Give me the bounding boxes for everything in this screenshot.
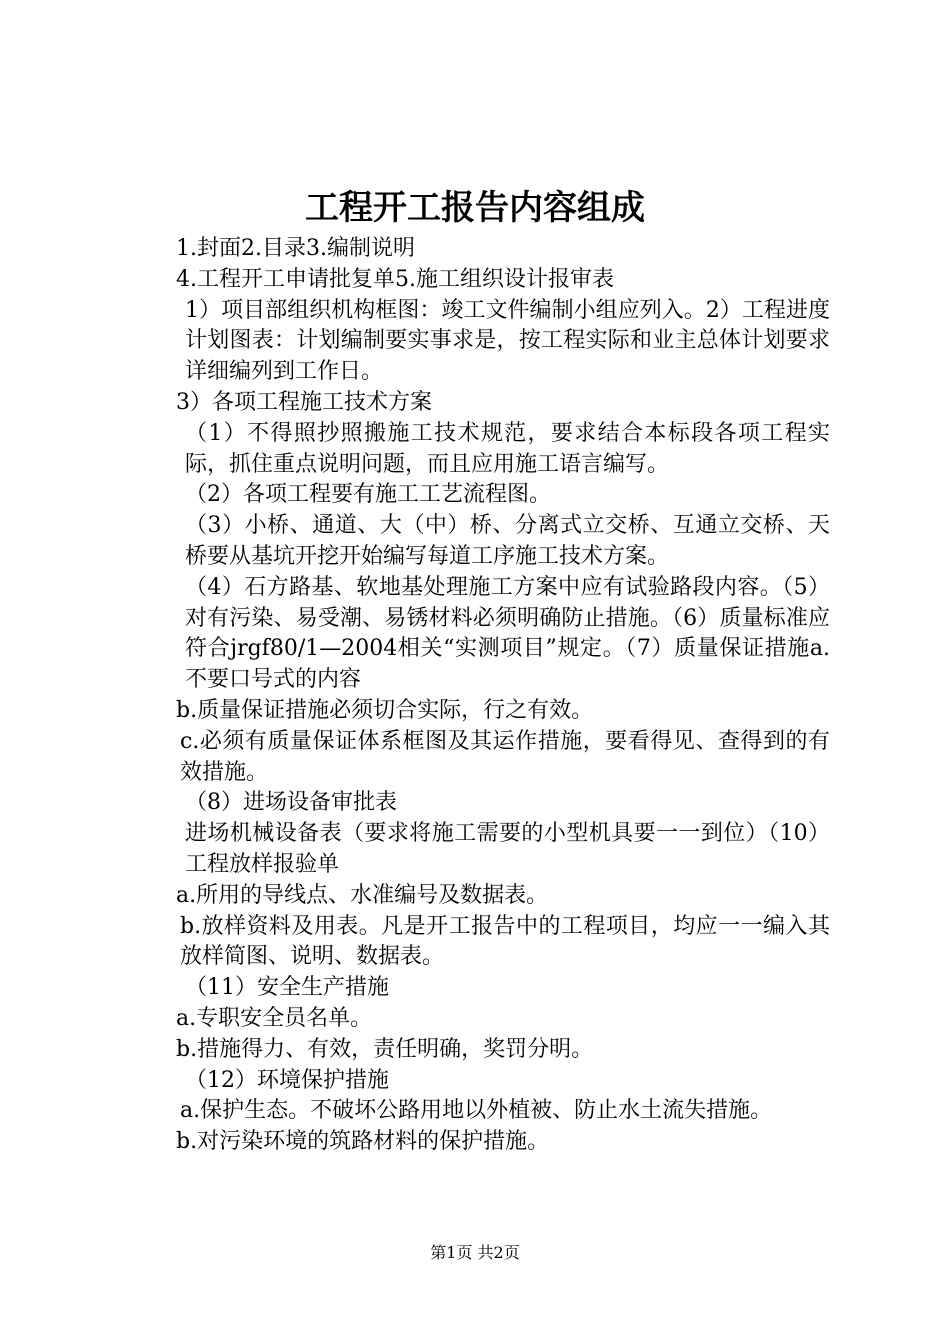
paragraph: （12）环境保护措施 (185, 1067, 389, 1093)
paragraph: b.质量保证措施必须切合实际，行之有效。 (176, 697, 594, 723)
paragraph: 1.封面2.目录3.编制说明 (176, 236, 415, 261)
paragraph: 4.工程开工申请批复单5.施工组织设计报审表 (176, 266, 614, 292)
paragraph: a.专职安全员名单。 (176, 1005, 373, 1031)
document-title: 工程开工报告内容组成 (305, 188, 645, 228)
paragraph: （2）各项工程要有施工工艺流程图。 (185, 482, 551, 508)
paragraph: b.对污染环境的筑路材料的保护措施。 (176, 1129, 550, 1155)
paragraph: b.放样资料及用表。凡是开工报告中的工程项目，均应一一编入其放样简图、说明、数据表。 (180, 913, 830, 970)
paragraph: （11）安全生产措施 (185, 975, 389, 1001)
paragraph: 1）项目部组织机构框图：竣工文件编制小组应列入。2）工程进度计划图表：计划编制要实事求是，按工程实际和业主总体计划要求详细编列到工作日。 (185, 297, 830, 385)
paragraph: b.措施得力、有效，责任明确，奖罚分明。 (176, 1036, 594, 1062)
page-footer: 第1页 共2页 (430, 1243, 520, 1262)
paragraph: 进场机械设备表（要求将施工需要的小型机具要一一到位）（10）工程放样报验单 (185, 821, 830, 877)
paragraph: （1）不得照抄照搬施工技术规范，要求结合本标段各项工程实际，抓住重点说明问题，而且应用施工语言编写。 (185, 420, 830, 477)
document-body (130, 234, 830, 1158)
paragraph: （8）进场设备审批表 (185, 790, 397, 816)
paragraph: a.保护生态。不破坏公路用地以外植被、防止水土流失措施。 (180, 1098, 773, 1124)
paragraph: （3）小桥、通道、大（中）桥、分离式立交桥、互通立交桥、天桥要从基坑开挖开始编写每道工序施工技术方案。 (185, 513, 830, 569)
paragraph: （4）石方路基、软地基处理施工方案中应有试验路段内容。（5）对有污染、易受潮、易锈材料必须明确防止措施。（6）质量标准应符合jrgf80/1—2004相关“实测项目”规定。（7）质量保证措施a.不要口号式的内容 (185, 574, 830, 693)
paragraph: c.必须有质量保证体系框图及其运作措施，要看得见、查得到的有效措施。 (180, 728, 830, 785)
paragraph: a.所用的导线点、水准编号及数据表。 (176, 882, 549, 908)
paragraph: 3）各项工程施工技术方案 (176, 389, 432, 415)
